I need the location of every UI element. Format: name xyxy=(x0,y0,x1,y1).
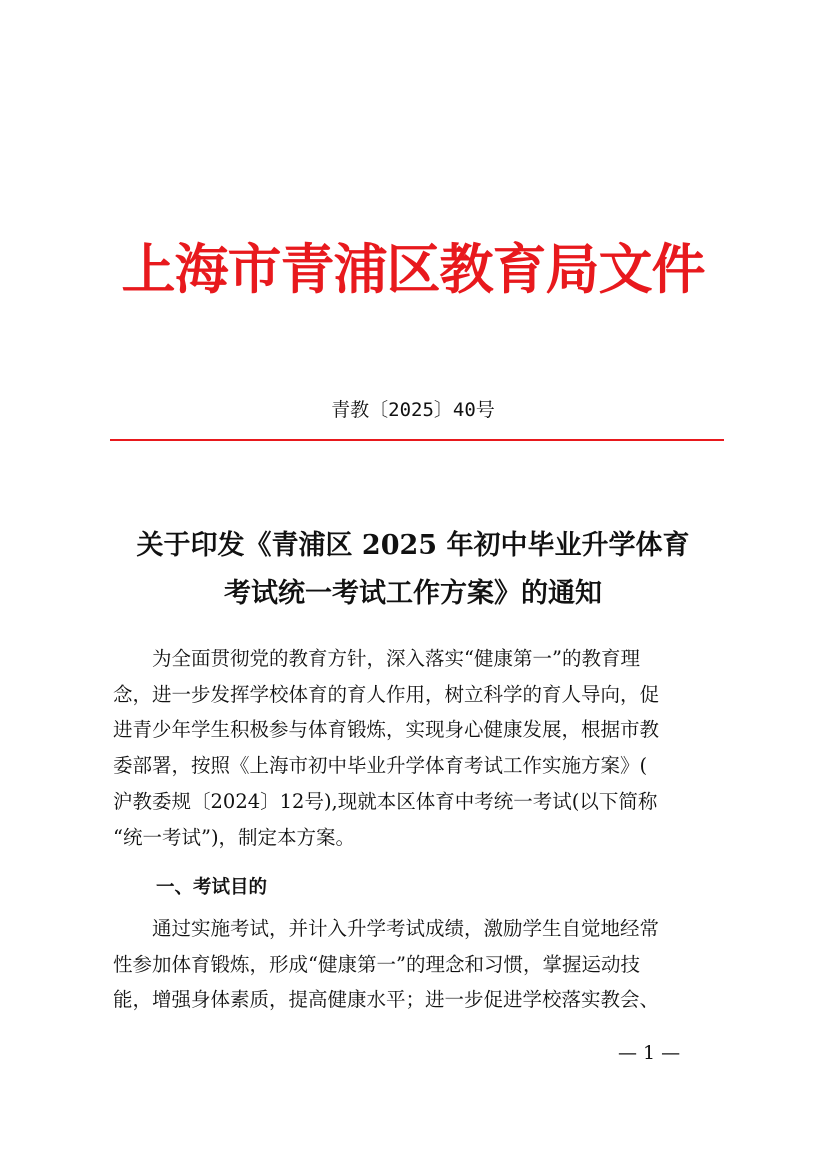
document-title-line-2: 考试统一考试工作方案》的通知 xyxy=(224,578,602,609)
paragraph-line: 沪教委规〔2024〕12号),现就本区体育中考统一考试(以下简称 xyxy=(113,789,658,813)
issuing-authority-title: 上海市青浦区教育局文件 xyxy=(121,237,705,301)
paragraph-line: 进青少年学生积极参与体育锻炼，实现身心健康发展，根据市教 xyxy=(113,718,660,742)
paragraph-line: 通过实施考试，并计入升学考试成绩，激励学生自觉地经常 xyxy=(152,917,660,940)
document-title-line-1: 关于印发《青浦区 2025 年初中毕业升学体育 xyxy=(136,530,690,561)
paragraph-line: 念，进一步发挥学校体育的育人作用，树立科学的育人导向，促 xyxy=(113,682,660,706)
paragraph-line: 能，增强身体素质，提高健康水平；进一步促进学校落实教会、 xyxy=(113,988,660,1012)
paragraph-preamble xyxy=(113,641,725,855)
document-number: 青教〔2025〕40号 xyxy=(331,399,495,421)
red-divider-line xyxy=(110,439,724,441)
document-title xyxy=(60,522,766,618)
paragraph-line: 性参加体育锻炼，形成“健康第一”的理念和习惯，掌握运动技 xyxy=(113,952,640,976)
section-heading-exam-purpose: 一、考试目的 xyxy=(156,877,268,898)
paragraph-exam-purpose xyxy=(113,911,725,1018)
paragraph-line: 委部署，按照《上海市初中毕业升学体育考试工作实施方案》( xyxy=(113,754,648,778)
paragraph-line: “统一考试”)，制定本方案。 xyxy=(113,825,356,849)
page-number: — 1 — xyxy=(618,1042,681,1064)
paragraph-line: 为全面贯彻党的教育方针，深入落实“健康第一”的教育理 xyxy=(152,647,640,670)
